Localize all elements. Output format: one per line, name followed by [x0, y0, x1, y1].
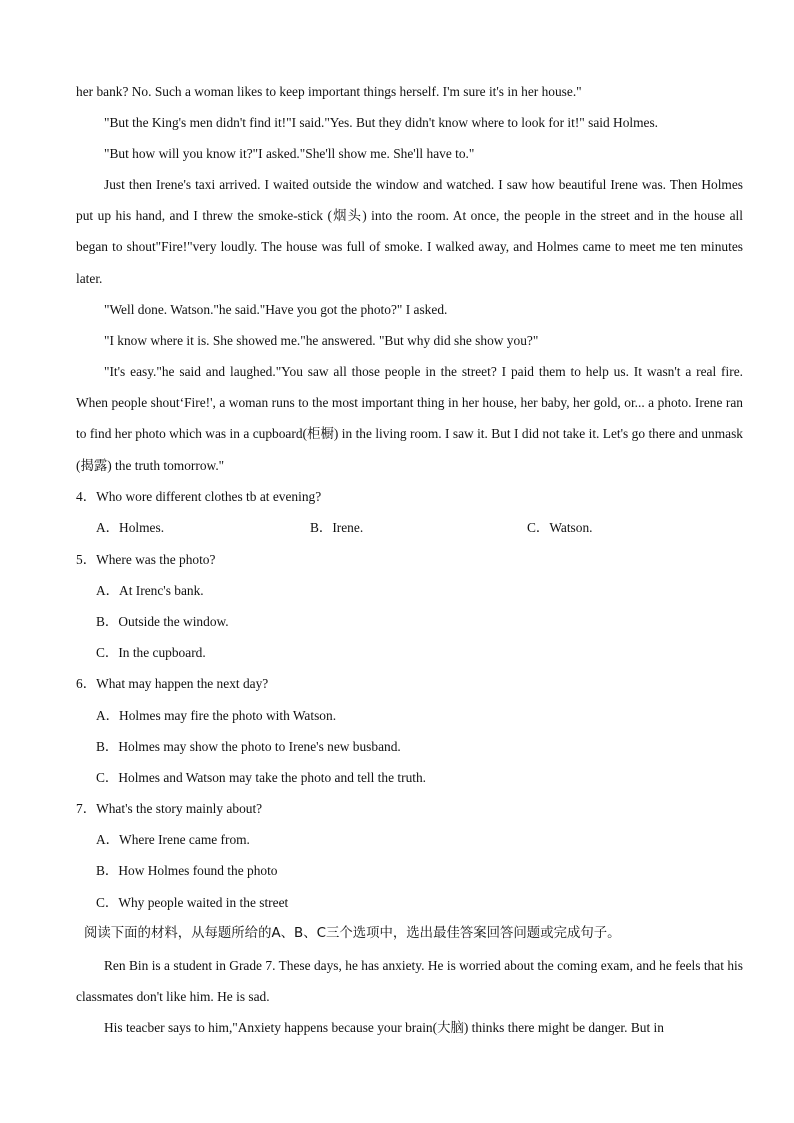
passage-paragraph: "Well done. Watson."he said."Have you got the photo?" I asked. [104, 302, 448, 317]
answer-option[interactable]: C．Why people waited in the street [96, 895, 289, 910]
question-stem: 7．What's the story mainly about? [76, 801, 263, 816]
answer-option[interactable]: B．How Holmes found the photo [96, 863, 278, 878]
section-instruction: 阅读下面的材料，从每题所给的A、B、C三个选项中，选出最佳答案回答问题或完成句子。 [84, 926, 621, 941]
answer-option[interactable]: C．Holmes and Watson may take the photo and tell the truth. [96, 770, 427, 785]
answer-option[interactable]: C．In the cupboard. [96, 645, 206, 660]
answer-option[interactable]: A．Holmes. [96, 520, 165, 535]
answer-option[interactable]: B．Outside the window. [96, 614, 229, 629]
question-stem: 5．Where was the photo? [76, 552, 216, 567]
question-stem: 6．What may happen the next day? [76, 676, 269, 691]
answer-option[interactable]: C．Watson. [527, 520, 593, 535]
passage-paragraph: "It's easy."he said and laughed."You saw all those people in the street? I paid them to help us. It wasn't a real fire. When people shout‘Fire!', a woman runs to the most important thing in her house, her baby, her gold, or... a photo. Irene ran to find her photo which was in a cupboard(柜橱) in the living room. I saw it. But I did not take it. Let's go there and unmask (揭露) the truth tomorrow." [76, 364, 743, 473]
passage-paragraph: "But how will you know it?"I asked."She'll show me. She'll have to." [104, 146, 475, 161]
passage-paragraph: Ren Bin is a student in Grade 7. These days, he has anxiety. He is worried about the coming exam, and he feels that his classmates don't like him. He is sad. [76, 958, 743, 1005]
passage-paragraph: "But the King's men didn't find it!"I said."Yes. But they didn't know where to look for it!" said Holmes. [104, 115, 659, 130]
passage-paragraph: His teacber says to him,"Anxiety happens because your brain(大脑) thinks there might be danger. But in [104, 1020, 664, 1035]
passage-paragraph: Just then Irene's taxi arrived. I waited outside the window and watched. I saw how beautiful Irene was. Then Holmes put up his hand, and I threw the smoke-stick (烟头) into the room. At once, the people in the street and in the house all began to shout"Fire!"very loudly. The house was full of smoke. I walked away, and Holmes came to meet me ten minutes later. [76, 177, 743, 286]
answer-option[interactable]: A．Holmes may fire the photo with Watson. [96, 708, 337, 723]
answer-option[interactable]: B．Irene. [310, 520, 364, 535]
passage-paragraph: her bank? No. Such a woman likes to keep important things herself. I'm sure it's in her house." [76, 84, 582, 99]
answer-option[interactable]: A．At Irenc's bank. [96, 583, 204, 598]
question-stem: 4．Who wore different clothes tb at evening? [76, 489, 322, 504]
passage-paragraph: "I know where it is. She showed me."he answered. "But why did she show you?" [104, 333, 539, 348]
answer-option[interactable]: A．Where Irene came from. [96, 832, 250, 847]
answer-option[interactable]: B．Holmes may show the photo to Irene's new busband. [96, 739, 401, 754]
